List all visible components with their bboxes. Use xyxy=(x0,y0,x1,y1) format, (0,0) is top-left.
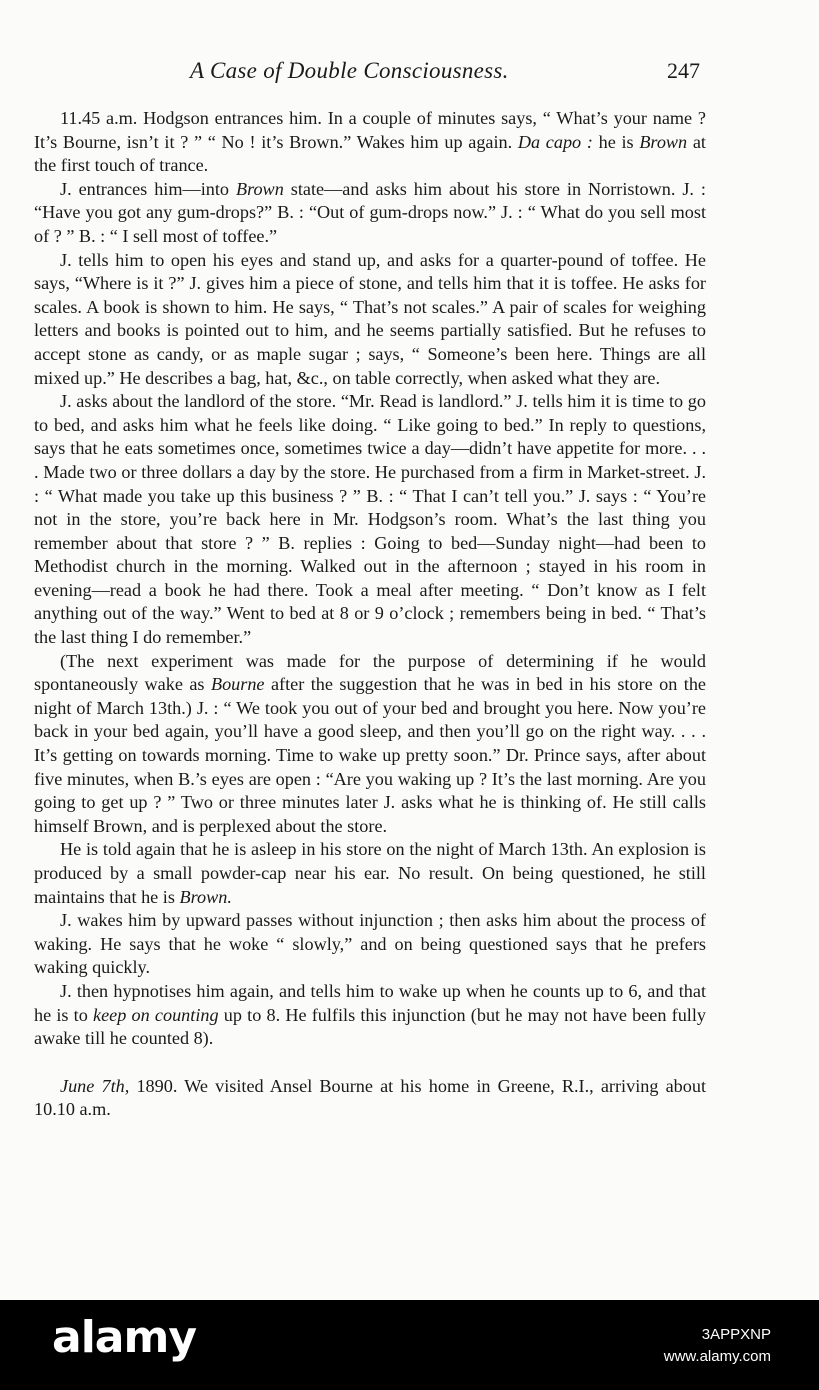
italic-run: Brown. xyxy=(179,886,232,907)
text-run: after the suggestion that he was in bed in his store on the night of March 13th.) J. : “ We took you out of your bed and brought you here. Now you’re back in your bed again, you’ll have a good sleep, and then you’ll go on the right way. . . . It’s getting on towards morning. Time to wake up pretty soon.” Dr. Prince says, after about five minutes, when B.’s eyes are open : “Are you waking up ? It’s the last morning. Are you going to get up ? ” Two or three minutes later J. asks what he is thinking of. He still calls himself Brown, and is perplexed about the store. xyxy=(34,674,706,836)
text-run: state—and asks him about his store in Norristown. J. : “Have you got any gum-drops?” B. : “Out of gum-drops now.” J. : “ What do you sell most of ? ” B. : “ I sell most of toffee.” xyxy=(34,178,706,246)
paragraph xyxy=(34,390,706,650)
text-run: (The next experiment was made for the purpose of determining if he would spontaneously wake as xyxy=(34,650,706,695)
italic-run: Brown xyxy=(235,178,284,199)
text-run: up to 8. He fulfils this injunction (but he may not have been fully awake till he counted 8). xyxy=(34,1004,706,1049)
page-header xyxy=(0,58,819,88)
paragraph xyxy=(34,249,706,391)
paragraph xyxy=(34,107,706,178)
paragraph xyxy=(34,980,706,1051)
italic-run: Da capo : xyxy=(517,131,593,152)
paragraph xyxy=(34,650,706,839)
text-run: J. tells him to open his eyes and stand up, and asks for a quarter-pound of toffee. He says, “Where is it ?” J. gives him a piece of stone, and tells him that it is toffee. He asks for scales. A book is shown to him. He says, “ That’s not scales.” A pair of scales for weighing letters and books is pointed out to him, and he seems partially satisfied. But he refuses to accept stone as candy, or as maple sugar ; says, “ Someone’s been here. Things are all mixed up.” He describes a bag, hat, &c., on table correctly, when asked what they are. xyxy=(34,249,706,388)
text-run: J. asks about the landlord of the store. “Mr. Read is landlord.” J. tells him it is time to go to bed, and asks him what he feels like doing. “ Like going to bed.” In reply to questions, says that he eats sometimes once, sometimes twice a day—didn’t have appetite for more. . . . Made two or three dollars a day by the store. He purchased from a firm in Market-street. J. : “ What made you take up this business ? ” B. : “ That I can’t tell you.” J. says : “ You’re not in the store, you’re back here in Mr. Hodgson’s room. What’s the last thing you remember about that store ? ” B. replies : Going to bed—Sunday night—had been to Methodist church in the morning. Walked out in the afternoon ; stayed in his room in evening—read a book he had there. Took a meal after meeting. “ Don’t know as I felt anything out of the way.” Went to bed at 8 or 9 o’clock ; remembers being in bed. “ That’s the last thing I do remember.” xyxy=(34,391,706,648)
text-run: 11.45 a.m. Hodgson entrances him. In a couple of minutes says, “ What’s your name ? It’s Bourne, isn’t it ? ” “ No ! it’s Brown.” Wakes him up again. xyxy=(34,108,706,152)
text-run: he is xyxy=(592,131,640,152)
text-run: J. then hypnotises him again, and tells him to wake up when he counts up to 6, and that he is to xyxy=(34,980,706,1025)
text-run: 1890. We visited Ansel Bourne at his home in Greene, R.I., arriving about 10.10 a.m. xyxy=(34,1075,707,1120)
text-run: He is told again that he is asleep in his store on the night of March 13th. An explosion is produced by a small powder-cap near his ear. No result. On being questioned, he still maintains that he is xyxy=(34,839,706,907)
italic-run: keep on counting xyxy=(93,1004,219,1025)
running-title: A Case of Double Consciousness. xyxy=(190,58,509,83)
alamy-logo: alamy xyxy=(52,1312,196,1363)
paragraph xyxy=(34,1075,706,1122)
body-text xyxy=(34,107,706,1122)
text-run: at the first touch of trance. xyxy=(34,131,706,176)
paragraph xyxy=(34,838,706,909)
text-run: J. entrances him—into xyxy=(60,178,236,199)
paragraph xyxy=(34,909,706,980)
italic-run: June 7th, xyxy=(60,1075,130,1096)
stock-photo-footer xyxy=(0,1300,819,1390)
image-id: 3APPXNP xyxy=(701,1326,771,1343)
paragraph xyxy=(34,178,706,249)
italic-run: Bourne xyxy=(210,674,265,695)
page-number: 247 xyxy=(667,58,700,83)
text-run: J. wakes him by upward passes without injunction ; then asks him about the process of waking. He says that he woke “ slowly,” and on being questioned says that he prefers waking quickly. xyxy=(34,910,706,978)
italic-run: Brown xyxy=(639,131,688,152)
site-url: www.alamy.com xyxy=(663,1348,771,1365)
